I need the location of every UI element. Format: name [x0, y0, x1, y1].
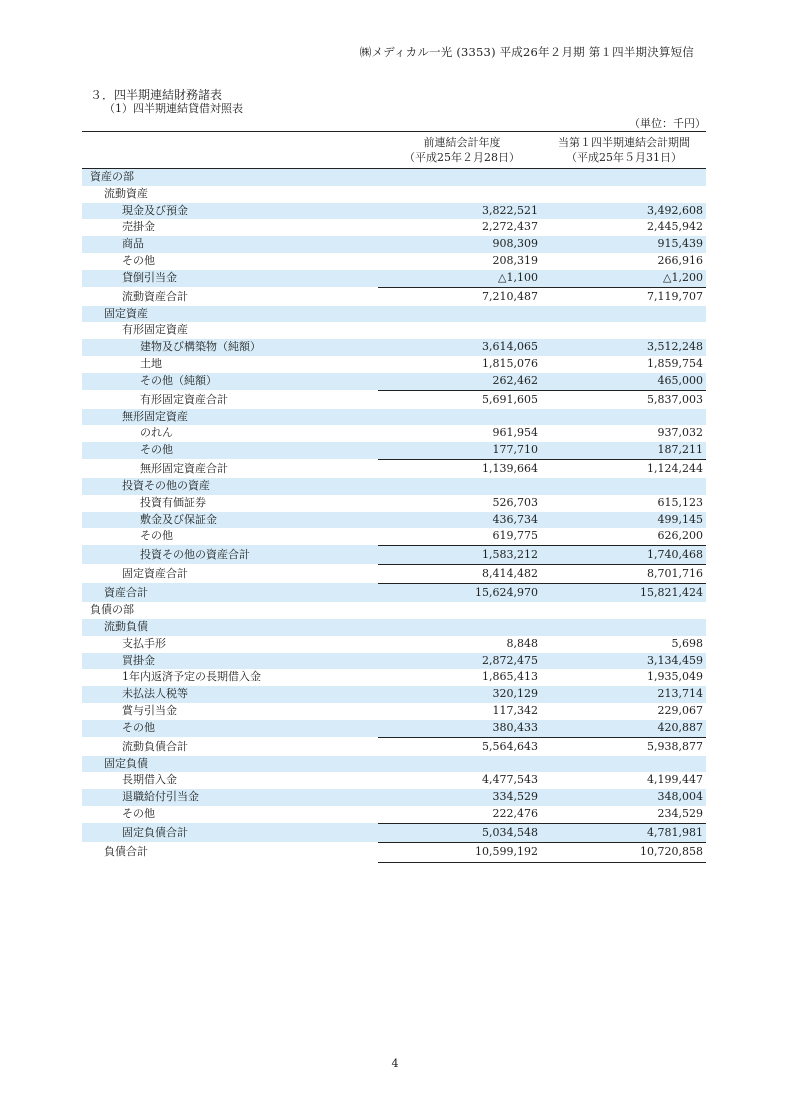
value-prev: 262,462 [492, 373, 538, 387]
value-prev: 961,954 [492, 426, 538, 440]
table-row [82, 236, 706, 253]
table-row [82, 203, 706, 220]
value-curr: 15,821,424 [640, 586, 703, 600]
value-prev: 208,319 [492, 253, 538, 267]
value-curr: 5,837,003 [647, 392, 703, 406]
value-curr: 5,938,877 [647, 739, 703, 753]
row-label: 固定負債合計 [122, 825, 188, 839]
table-row [82, 703, 706, 720]
row-label: 負債の部 [90, 603, 134, 617]
value-curr: 915,439 [657, 237, 703, 251]
row-label: 退職給付引当金 [122, 790, 199, 804]
row-label: 無形固定資産合計 [140, 461, 228, 475]
table-row [82, 478, 706, 495]
table-row [82, 756, 706, 773]
table-row [82, 823, 706, 842]
row-label: 現金及び預金 [122, 203, 188, 217]
row-label: その他 [122, 253, 155, 267]
value-prev: 5,564,643 [482, 739, 538, 753]
row-label: 流動負債 [104, 619, 148, 633]
table-row [82, 306, 706, 323]
value-curr: 3,512,248 [647, 340, 703, 354]
unit-label: （単位：千円） [629, 117, 706, 130]
row-label: その他 [140, 443, 173, 457]
row-label: 負債合計 [104, 844, 148, 858]
value-prev: 8,848 [506, 636, 538, 650]
value-prev: 1,865,413 [482, 670, 538, 684]
row-label: 1年内返済予定の長期借入金 [122, 670, 261, 684]
row-label: 流動資産合計 [122, 289, 188, 303]
row-label: 長期借入金 [122, 773, 177, 787]
row-label: 固定資産 [104, 306, 148, 320]
column-header-prev-date: （平成25年２月28日） [404, 151, 520, 164]
table-row [82, 772, 706, 789]
row-label: 敷金及び保証金 [140, 512, 217, 526]
value-curr: 10,720,858 [640, 844, 703, 858]
row-label: 売掛金 [122, 220, 155, 234]
value-curr: 420,887 [657, 720, 703, 734]
table-row [82, 545, 706, 564]
value-prev: 334,529 [492, 790, 538, 804]
value-curr: 213,714 [657, 687, 703, 701]
row-label: 固定資産合計 [122, 567, 188, 581]
row-label: 賞与引当金 [122, 703, 177, 717]
value-prev: 2,872,475 [482, 653, 538, 667]
table-row [82, 287, 706, 306]
row-label: のれん [140, 426, 173, 440]
row-label: 資産合計 [104, 586, 148, 600]
row-label: その他 [122, 720, 155, 734]
row-label: 有形固定資産 [122, 323, 188, 337]
value-prev: 619,775 [492, 529, 538, 543]
table-row [82, 219, 706, 236]
value-prev: 5,691,605 [482, 392, 538, 406]
value-curr: 266,916 [657, 253, 703, 267]
table-row [82, 270, 706, 287]
row-label: 投資その他の資産 [122, 478, 210, 492]
column-header-prev [382, 135, 542, 165]
column-header-prev-title: 前連結会計年度 [423, 136, 501, 149]
table-row [82, 789, 706, 806]
table-row [82, 720, 706, 737]
value-prev: 222,476 [492, 806, 538, 820]
row-label: 投資その他の資産合計 [140, 548, 250, 562]
row-label: 流動資産 [104, 186, 148, 200]
value-curr: 3,134,459 [647, 653, 703, 667]
value-prev: 177,710 [492, 443, 538, 457]
table-row [82, 686, 706, 703]
row-label: 固定負債 [104, 756, 148, 770]
sub-title: （1）四半期連結貸借対照表 [104, 102, 243, 115]
table-row [82, 339, 706, 356]
value-prev: 436,734 [492, 512, 538, 526]
table-row [82, 253, 706, 270]
value-prev: 4,477,543 [482, 773, 538, 787]
value-prev: 5,034,548 [482, 825, 538, 839]
table-row [82, 169, 706, 186]
table-row [82, 619, 706, 636]
table-row [82, 373, 706, 390]
value-curr: 626,200 [657, 529, 703, 543]
value-curr: 937,032 [657, 426, 703, 440]
row-label: 未払法人税等 [122, 687, 188, 701]
value-curr: 348,004 [657, 790, 703, 804]
value-prev: 320,129 [492, 687, 538, 701]
table-row [82, 459, 706, 478]
row-label: その他 [122, 806, 155, 820]
table-row [82, 425, 706, 442]
table-body [82, 169, 706, 861]
value-curr: 1,740,468 [647, 548, 703, 562]
value-curr: 229,067 [657, 703, 703, 717]
value-curr: 234,529 [657, 806, 703, 820]
value-prev: △1,100 [498, 270, 538, 284]
row-label: 流動負債合計 [122, 739, 188, 753]
value-prev: 10,599,192 [475, 844, 538, 858]
row-label: 土地 [140, 356, 162, 370]
document-header: ㈱メディカル一光 (3353) 平成26年２月期 第１四半期決算短信 [359, 45, 694, 59]
table-row [82, 669, 706, 686]
value-curr: 465,000 [657, 373, 703, 387]
value-curr: 7,119,707 [647, 289, 703, 303]
row-label: 有形固定資産合計 [140, 392, 228, 406]
column-header-curr [542, 135, 706, 165]
value-curr: 4,781,981 [647, 825, 703, 839]
page-number: 4 [391, 1057, 399, 1070]
value-prev: 117,342 [492, 703, 538, 717]
value-prev: 1,139,664 [482, 461, 538, 475]
table-row [82, 512, 706, 529]
value-prev: 1,583,212 [482, 548, 538, 562]
value-curr: 1,124,244 [647, 461, 703, 475]
value-prev: 8,414,482 [482, 567, 538, 581]
row-label: 商品 [122, 237, 144, 251]
value-prev: 7,210,487 [482, 289, 538, 303]
value-curr: 3,492,608 [647, 203, 703, 217]
table-row [82, 653, 706, 670]
row-label: 支払手形 [122, 636, 166, 650]
value-curr: 1,935,049 [647, 670, 703, 684]
table-row [82, 186, 706, 203]
value-prev: 2,272,437 [482, 220, 538, 234]
value-curr: 1,859,754 [647, 356, 703, 370]
row-label: 建物及び構築物（純額） [140, 340, 261, 354]
value-curr: 499,145 [657, 512, 703, 526]
table-row [82, 528, 706, 545]
row-label: その他（純額） [140, 373, 217, 387]
value-curr: 2,445,942 [647, 220, 703, 234]
row-label: 買掛金 [122, 653, 155, 667]
table-row [82, 356, 706, 373]
value-curr: 8,701,716 [647, 567, 703, 581]
table-row [82, 322, 706, 339]
row-label: 無形固定資産 [122, 409, 188, 423]
section-title: ３．四半期連結財務諸表 [90, 88, 223, 102]
row-label: 貸倒引当金 [122, 270, 177, 284]
value-prev: 3,822,521 [482, 203, 538, 217]
value-curr: 615,123 [657, 495, 703, 509]
total-rule-bottom [378, 862, 706, 863]
table-row [82, 390, 706, 409]
table-row [82, 842, 706, 861]
value-curr: 5,698 [671, 636, 703, 650]
value-prev: 380,433 [492, 720, 538, 734]
table-row [82, 806, 706, 823]
value-curr: 187,211 [657, 443, 703, 457]
table-row [82, 564, 706, 583]
column-header-curr-title: 当第１四半期連結会計期間 [558, 136, 690, 149]
value-prev: 908,309 [492, 237, 538, 251]
table-row [82, 495, 706, 512]
value-prev: 526,703 [492, 495, 538, 509]
table-row [82, 583, 706, 602]
table-row [82, 602, 706, 619]
table-row [82, 737, 706, 756]
row-label: その他 [140, 529, 173, 543]
value-curr: 4,199,447 [647, 773, 703, 787]
row-label: 資産の部 [90, 170, 134, 183]
row-label: 投資有価証券 [140, 495, 206, 509]
value-prev: 3,614,065 [482, 340, 538, 354]
table-header [82, 131, 706, 169]
balance-sheet-table [82, 131, 706, 861]
table-row [82, 409, 706, 426]
table-row [82, 636, 706, 653]
value-curr: △1,200 [663, 270, 703, 284]
column-header-curr-date: （平成25年５月31日） [566, 151, 682, 164]
table-row [82, 442, 706, 459]
value-prev: 1,815,076 [482, 356, 538, 370]
value-prev: 15,624,970 [475, 586, 538, 600]
